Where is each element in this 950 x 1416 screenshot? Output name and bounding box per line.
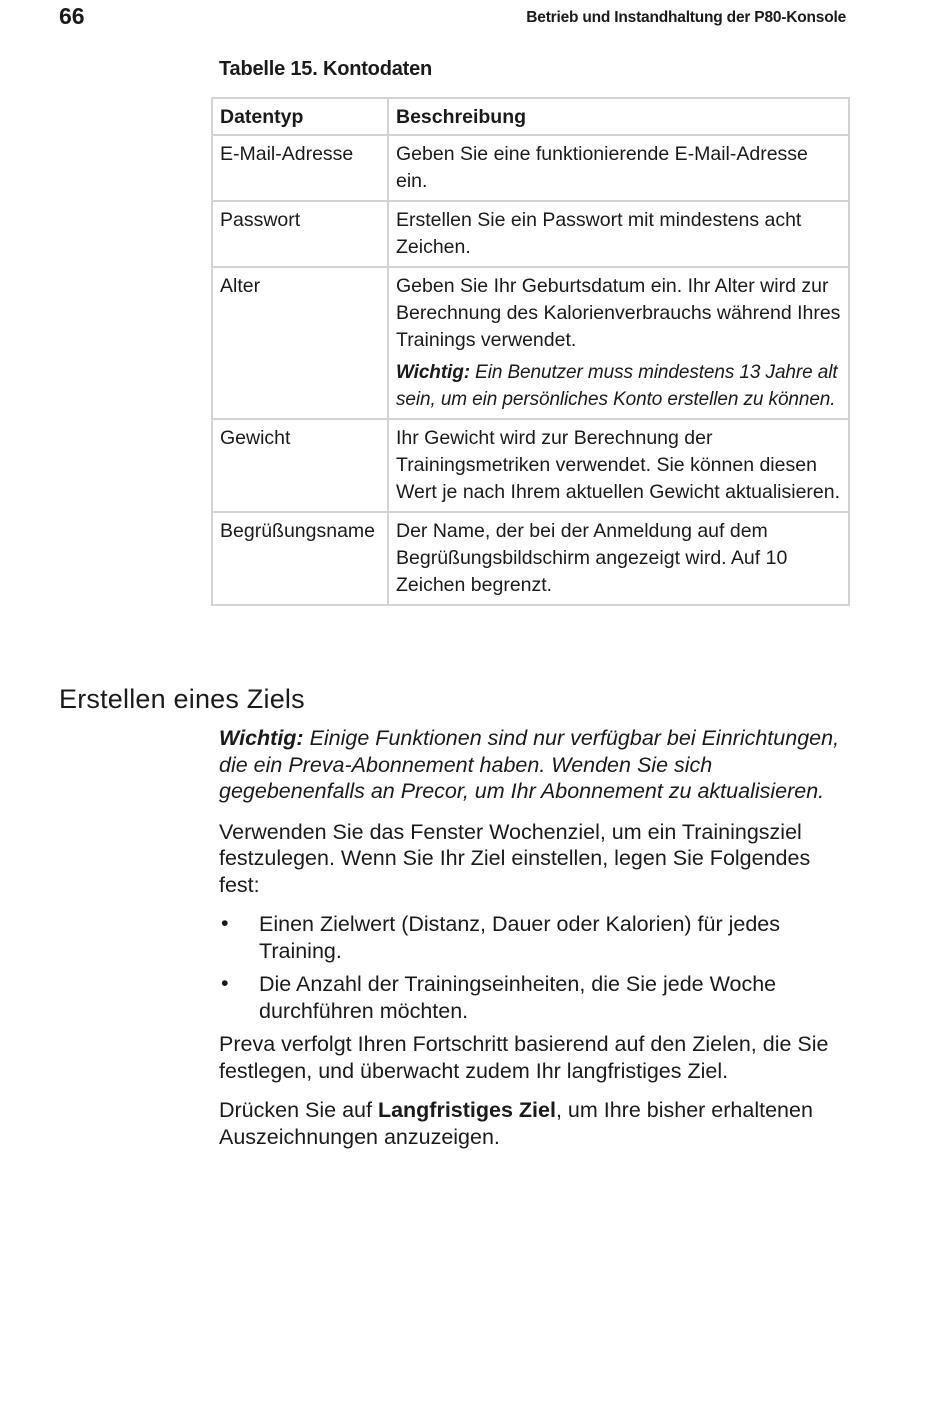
bullet-icon: • — [221, 911, 229, 935]
table-row — [212, 419, 849, 512]
important-paragraph — [219, 725, 849, 805]
column-header-datatype: Datentyp — [212, 98, 388, 135]
list-item-text: Die Anzahl der Trainingseinheiten, die Sie jede Woche durchführen möchten. — [259, 972, 777, 1023]
p3-after: , um Ihre bisher erhaltenen Auszeichnungen anzuzeigen. — [219, 1098, 813, 1149]
table-row — [212, 512, 849, 605]
cell-datatype: Begrüßungsname — [212, 512, 388, 605]
important-label: Wichtig: — [219, 726, 304, 750]
table-row — [212, 201, 849, 267]
cell-description: Geben Sie Ihr Geburtsdatum ein. Ihr Alter wird zur Berechnung des Kalorienverbrauchs während Ihres Trainings verwendet. — [396, 275, 841, 351]
bullet-list — [219, 911, 849, 1024]
long-term-paragraph — [219, 1097, 849, 1150]
cell-description-with-note — [388, 267, 849, 419]
table-header-row — [212, 98, 849, 135]
progress-paragraph: Preva verfolgt Ihren Fortschritt basierend auf den Zielen, die Sie festlegen, und überwacht zudem Ihr langfristiges Ziel. — [219, 1032, 829, 1083]
section-body — [219, 725, 849, 1163]
cell-description: Geben Sie eine funktionierende E-Mail-Adresse ein. — [388, 135, 849, 201]
table-caption: Tabelle 15. Kontodaten — [219, 58, 433, 80]
list-item — [219, 971, 849, 1024]
cell-datatype: Passwort — [212, 201, 388, 267]
table-row — [212, 135, 849, 201]
important-note — [396, 359, 841, 413]
section-title: Erstellen eines Ziels — [59, 684, 305, 714]
important-text: Einige Funktionen sind nur verfügbar bei Einrichtungen, die ein Preva-Abonnement haben. Wenden Sie sich gegebenenfalls an Precor, um Ihr Abonnement zu aktualisieren. — [219, 726, 840, 803]
cell-description: Ihr Gewicht wird zur Berechnung der Trainingsmetriken verwendet. Sie können diesen Wert je nach Ihrem aktuellen Gewicht aktualisieren. — [388, 419, 849, 512]
page-number: 66 — [59, 3, 85, 29]
bullet-icon: • — [221, 971, 229, 995]
list-item-text: Einen Zielwert (Distanz, Dauer oder Kalorien) für jedes Training. — [259, 912, 781, 963]
intro-paragraph: Verwenden Sie das Fenster Wochenziel, um ein Trainingsziel festzulegen. Wenn Sie Ihr Ziel einstellen, legen Sie Folgendes fest: — [219, 819, 811, 897]
account-data-table — [211, 97, 850, 606]
table-row — [212, 267, 849, 419]
note-text: Ein Benutzer muss mindestens 13 Jahre alt sein, um ein persönliches Konto erstellen zu können. — [396, 362, 838, 410]
cell-description: Der Name, der bei der Anmeldung auf dem Begrüßungsbildschirm angezeigt wird. Auf 10 Zeichen begrenzt. — [388, 512, 849, 605]
column-header-description: Beschreibung — [388, 98, 849, 135]
note-label: Wichtig: — [396, 362, 470, 383]
cell-datatype: Gewicht — [212, 419, 388, 512]
page-header — [0, 0, 950, 40]
p3-before: Drücken Sie auf — [219, 1098, 378, 1122]
cell-datatype: E-Mail-Adresse — [212, 135, 388, 201]
running-head: Betrieb und Instandhaltung der P80-Konsole — [526, 9, 846, 26]
cell-description: Erstellen Sie ein Passwort mit mindestens acht Zeichen. — [388, 201, 849, 267]
cell-datatype: Alter — [212, 267, 388, 419]
list-item — [219, 911, 849, 964]
long-term-goal-label: Langfristiges Ziel — [377, 1098, 556, 1122]
